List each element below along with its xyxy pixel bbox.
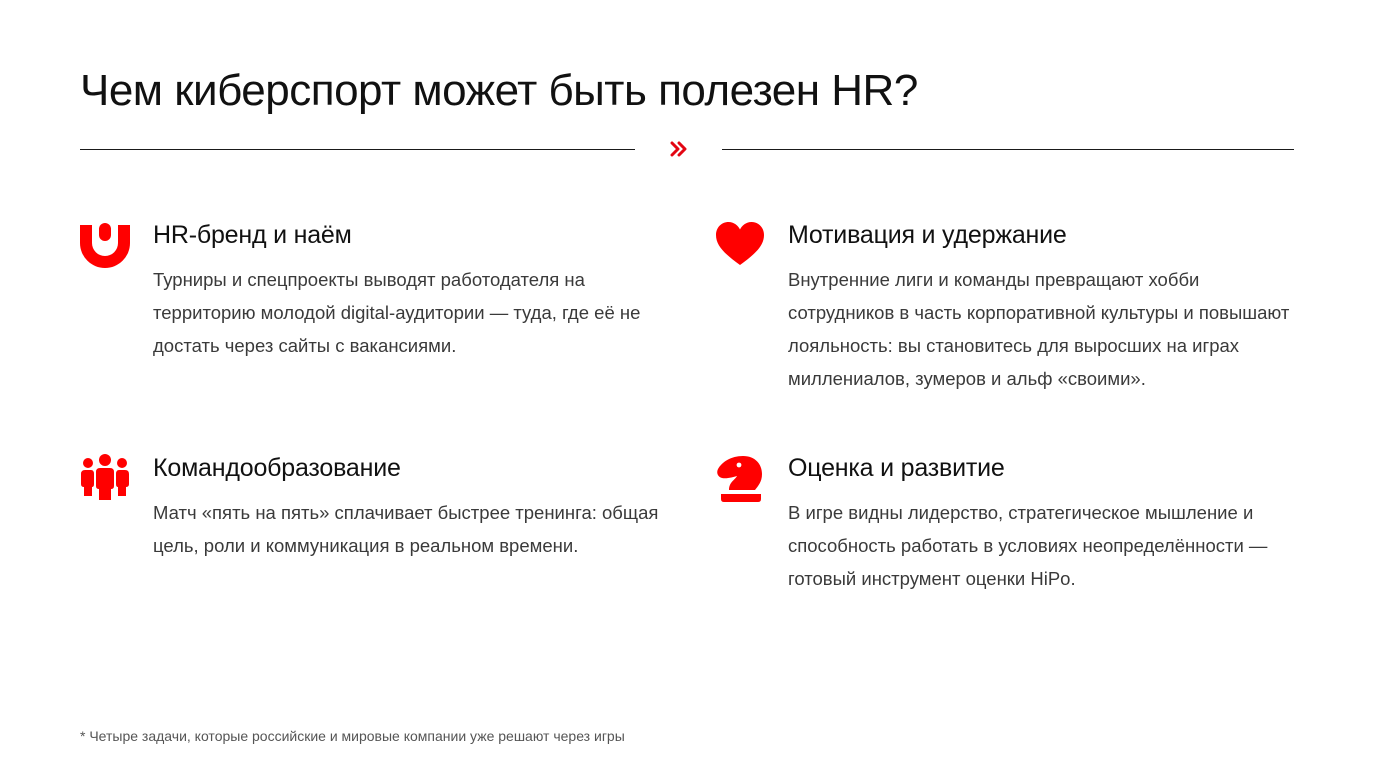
chess-knight-icon	[715, 454, 765, 504]
card-text: Матч «пять на пять» сплачивает быстрее тренинга: общая цель, роли и коммуникация в реальном времени.	[153, 502, 659, 556]
heart-icon	[715, 221, 765, 271]
double-chevron-right-icon	[670, 141, 688, 157]
card-title: HR-бренд и наём	[153, 221, 352, 249]
card-text: Внутренние лиги и команды превращают хобби сотрудников в часть корпоративной культуры и повышают лояльность: вы становитесь для выросших на играх миллениалов, зумеров и альф «своими».	[788, 269, 1290, 389]
card-text: Турниры и спецпроекты выводят работодателя на территорию молодой digital-аудитории — туда, где её не достать через сайты с вакансиями.	[153, 269, 641, 356]
card-title: Командообразование	[153, 454, 401, 482]
card-title: Мотивация и удержание	[788, 221, 1067, 249]
magnet-icon	[80, 221, 130, 271]
footnote: * Четыре задачи, которые российские и мировые компании уже решают через игры	[80, 728, 625, 744]
page-title: Чем киберспорт может быть полезен HR?	[80, 66, 918, 115]
divider-right	[722, 149, 1294, 150]
divider-left	[80, 149, 635, 150]
card-text: В игре видны лидерство, стратегическое мышление и способность работать в условиях неопределённости — готовый инструмент оценки HiPo.	[788, 502, 1268, 589]
card-title: Оценка и развитие	[788, 454, 1005, 482]
team-icon	[80, 454, 130, 504]
